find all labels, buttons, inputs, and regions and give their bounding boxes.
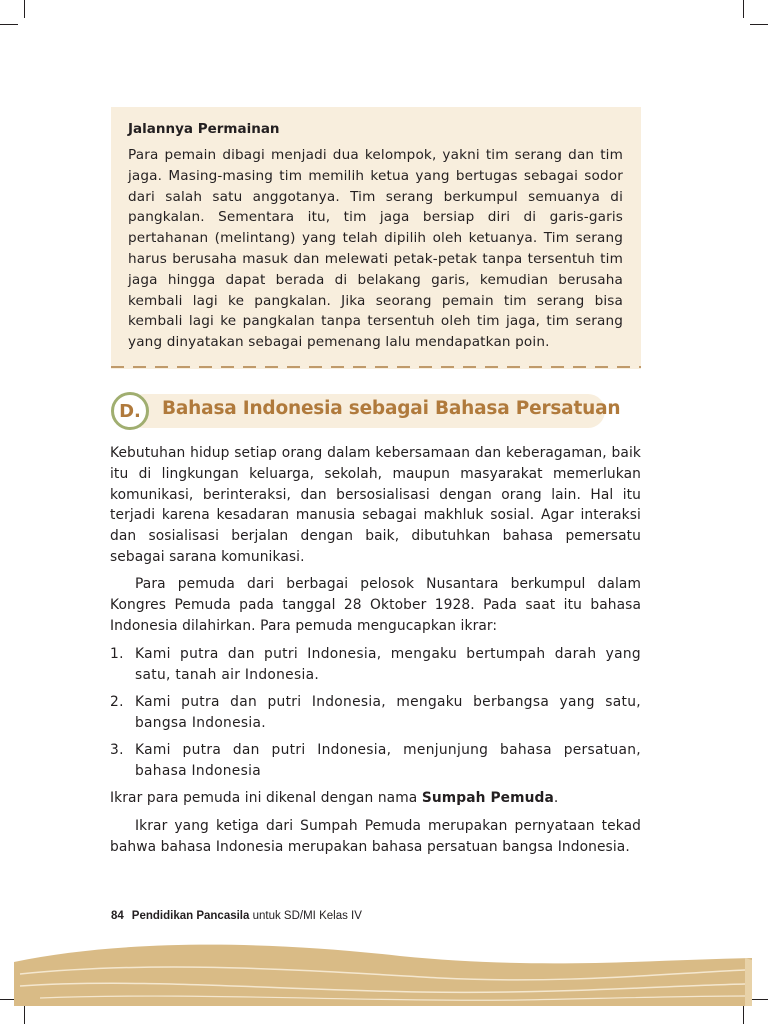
- sumpah-pemuda-term: Sumpah Pemuda: [421, 790, 554, 806]
- pledge-item: [110, 692, 641, 734]
- book-subtitle: untuk SD/MI Kelas IV: [249, 910, 362, 922]
- game-rules-text: Para pemain dibagi menjadi dua kelompok, yakni tim serang dan tim jaga. Masing-masing tim memilih ketua yang bertugas sebagai sodor dari salah satu anggotanya. Tim serang berkumpul semuanya di pangkalan. Sementara itu, tim jaga bersiap diri di garis-garis pertahanan (melintang) yang telah dipilih oleh ketuanya. Tim serang harus berusaha masuk dan melewati petak-petak tanpa tersentuh tim jaga hingga dapat berada di belakang garis, kemudian berusaha kembali lagi ke pangkalan. Jika seorang pemain tim serang bisa kembali lagi ke pangkalan tanpa tersentuh oleh tim jaga, tim serang yang dinyatakan sebagai pemenang lalu mendapatkan poin.: [128, 147, 623, 351]
- pledge-text: Kami putra dan putri Indonesia, mengaku bertumpah darah yang satu, tanah air Indonesia.: [135, 646, 641, 683]
- section-title: Bahasa Indonesia sebagai Bahasa Persatuan: [162, 398, 621, 419]
- pledge-text: Kami putra dan putri Indonesia, mengaku berbangsa yang satu, bangsa Indonesia.: [135, 694, 641, 731]
- paragraph-1: Kebutuhan hidup setiap orang dalam kebersamaan dan keberagaman, baik itu di lingkungan keluarga, sekolah, maupun masyarakat memerlukan komunikasi, berinteraksi, dan bersosialisasi dengan orang lain. Hal itu terjadi karena kesadaran manusia sebagai makhluk sosial. Agar interaksi dan sosialisasi berjalan dengan baik, dibutuhkan bahasa pemersatu sebagai sarana komunikasi.: [110, 445, 641, 565]
- pledge-text: Kami putra dan putri Indonesia, menjunjung bahasa persatuan, bahasa Indonesia: [135, 742, 641, 779]
- page-footer: [111, 910, 362, 922]
- crop-mark: [750, 24, 768, 25]
- pledge-number: 1.: [110, 646, 124, 662]
- game-rules-box: [111, 107, 641, 369]
- pledge-number: 3.: [110, 742, 124, 758]
- pledge-item: [110, 644, 641, 686]
- game-rules-title: Jalannya Permainan: [128, 121, 280, 137]
- section-letter: D.: [119, 400, 141, 422]
- book-title: Pendidikan Pancasila: [131, 910, 250, 922]
- paragraph-3: [110, 788, 641, 809]
- paragraph-3-suffix: .: [553, 790, 559, 806]
- crop-mark: [743, 0, 744, 18]
- page-number: 84: [111, 910, 124, 922]
- pledge-number: 2.: [110, 694, 124, 710]
- pledge-item: [110, 740, 641, 782]
- paragraph-3-prefix: Ikrar para pemuda ini dikenal dengan nama: [110, 790, 422, 806]
- paragraph-2: Para pemuda dari berbagai pelosok Nusantara berkumpul dalam Kongres Pemuda pada tanggal 28 Oktober 1928. Pada saat itu bahasa Indonesia dilahirkan. Para pemuda mengucapkan ikrar:: [110, 576, 641, 634]
- dashed-divider: [111, 366, 641, 368]
- section-letter-badge: [111, 392, 149, 430]
- section-heading: [111, 392, 621, 432]
- paragraph-4: Ikrar yang ketiga dari Sumpah Pemuda merupakan pernyataan tekad bahwa bahasa Indonesia merupakan bahasa persatuan bangsa Indonesia.: [110, 818, 641, 855]
- crop-mark: [24, 0, 25, 18]
- footer-wave-decoration: [0, 930, 768, 1024]
- crop-mark: [0, 24, 18, 25]
